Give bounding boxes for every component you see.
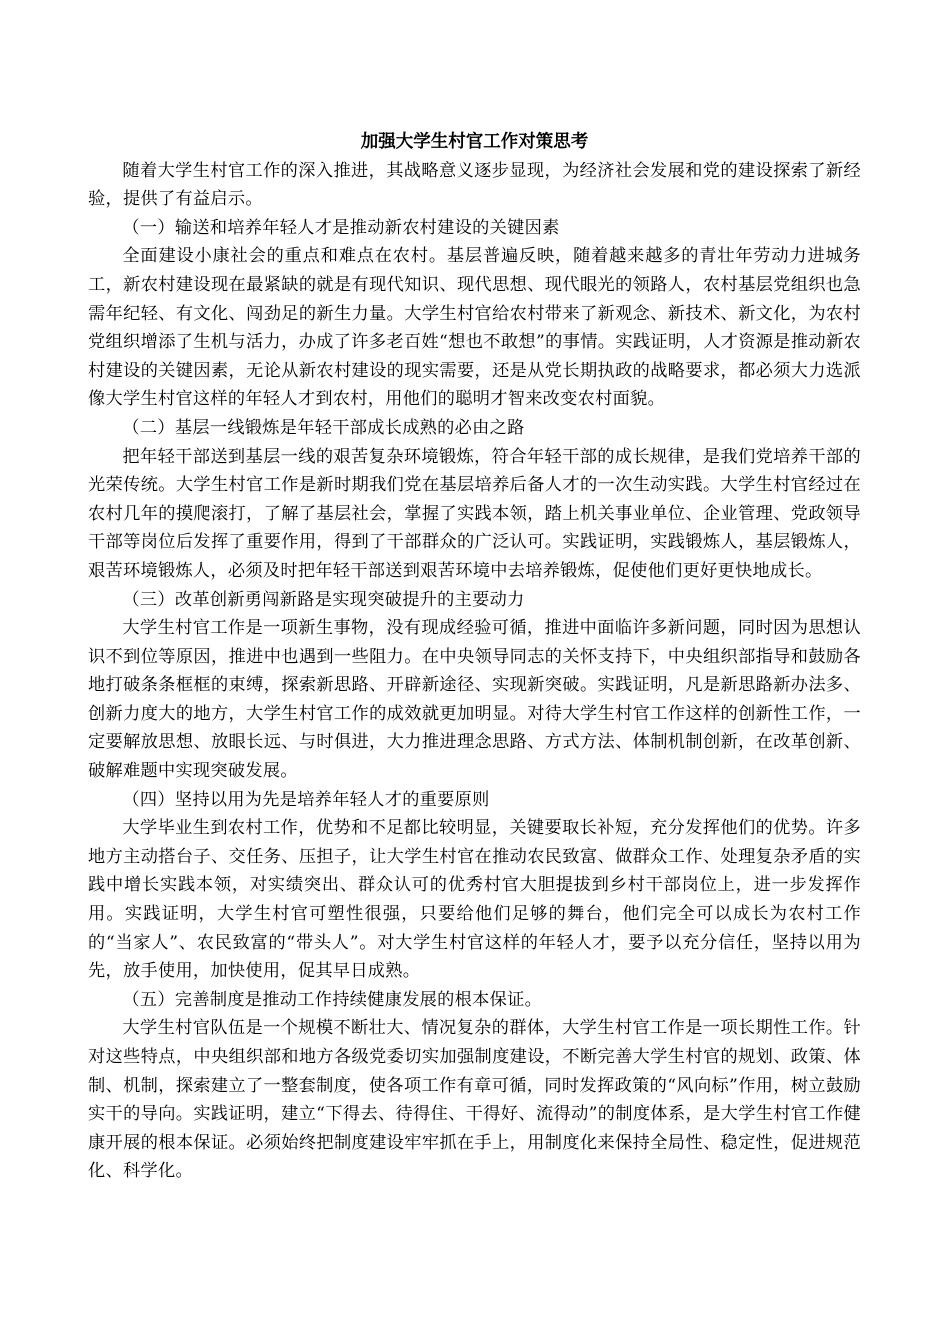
section-5-heading: （五）完善制度是推动工作持续健康发展的根本保证。 (122, 989, 543, 1010)
section-4-heading: （四）坚持以用为先是培养年轻人才的重要原则 (122, 789, 490, 810)
section-1-heading: （一）输送和培养年轻人才是推动新农村建设的关键因素 (122, 217, 560, 238)
section-5-body: 大学生村官队伍是一个规模不断壮大、情况复杂的群体，大学生村官工作是一项长期性工作。针对这些特点，中央组织部和地方各级党委切实加强制度建设，不断完善大学生村官的规划、政策、体制、机制，探索建立了一整套制度，使各项工作有章可循，同时发挥政策的“风向标”作用，树立鼓励实干的导向。实践证明，建立“下得去、待得住、干得好、流得动”的制度体系，是大学生村官工作健康开展的根本保证。必须始终把制度建设牢牢抓在手上，用制度化来保持全局性、稳定性，促进规范化、科学化。 (88, 1018, 861, 1182)
section-1-body: 全面建设小康社会的重点和难点在农村。基层普遍反映，随着越来越多的青壮年劳动力进城务工，新农村建设现在最紧缺的就是有现代知识、现代思想、现代眼光的领路人，农村基层党组织也急需年纪轻、有文化、闯劲足的新生力量。大学生村官给农村带来了新观念、新技术、新文化，为农村党组织增添了生机与活力，办成了许多老百姓“想也不敢想”的事情。实践证明，人才资源是推动新农村建设的关键因素，无论从新农村建设的现实需要，还是从党长期执政的战略要求，都必须大力选派像大学生村官这样的年轻人才到农村，用他们的聪明才智来改变农村面貌。 (88, 246, 861, 410)
document-page (88, 128, 861, 1186)
document-title: 加强大学生村官工作对策思考 (360, 132, 589, 152)
intro-paragraph: 随着大学生村官工作的深入推进，其战略意义逐步显现，为经济社会发展和党的建设探索了新经验，提供了有益启示。 (88, 160, 861, 210)
section-4-body: 大学毕业生到农村工作，优势和不足都比较明显，关键要取长补短，充分发挥他们的优势。许多地方主动搭台子、交任务、压担子，让大学生村官在推动农民致富、做群众工作、处理复杂矛盾的实践中增长实践本领，对实绩突出、群众认可的优秀村官大胆提拔到乡村干部岗位上，进一步发挥作用。实践证明，大学生村官可塑性很强，只要给他们足够的舞台，他们完全可以成长为农村工作的“当家人”、农民致富的“带头人”。对大学生村官这样的年轻人才，要予以充分信任，坚持以用为先，放手使用，加快使用，促其早日成熟。 (88, 818, 861, 982)
section-3-body: 大学生村官工作是一项新生事物，没有现成经验可循，推进中面临许多新问题，同时因为思想认识不到位等原因，推进中也遇到一些阻力。在中央领导同志的关怀支持下，中央组织部指导和鼓励各地打破条条框框的束缚，探索新思路、开辟新途径、实现新突破。实践证明，凡是新思路新办法多、创新力度大的地方，大学生村官工作的成效就更加明显。对待大学生村官工作这样的创新性工作，一定要解放思想、放眼长远、与时俱进，大力推进理念思路、方式方法、体制机制创新，在改革创新、破解难题中实现突破发展。 (88, 618, 861, 782)
section-3-heading: （三）改革创新勇闯新路是实现突破提升的主要动力 (122, 589, 525, 610)
section-2-body: 把年轻干部送到基层一线的艰苦复杂环境锻炼，符合年轻干部的成长规律，是我们党培养干部的光荣传统。大学生村官工作是新时期我们党在基层培养后备人才的一次生动实践。大学生村官经过在农村几年的摸爬滚打，了解了基层社会，掌握了实践本领，踏上机关事业单位、企业管理、党政领导干部等岗位后发挥了重要作用，得到了干部群众的广泛认可。实践证明，实践锻炼人，基层锻炼人，艰苦环境锻炼人，必须及时把年轻干部送到艰苦环境中去培养锻炼，促使他们更好更快地成长。 (88, 446, 861, 581)
section-2-heading: （二）基层一线锻炼是年轻干部成长成熟的必由之路 (122, 417, 525, 438)
